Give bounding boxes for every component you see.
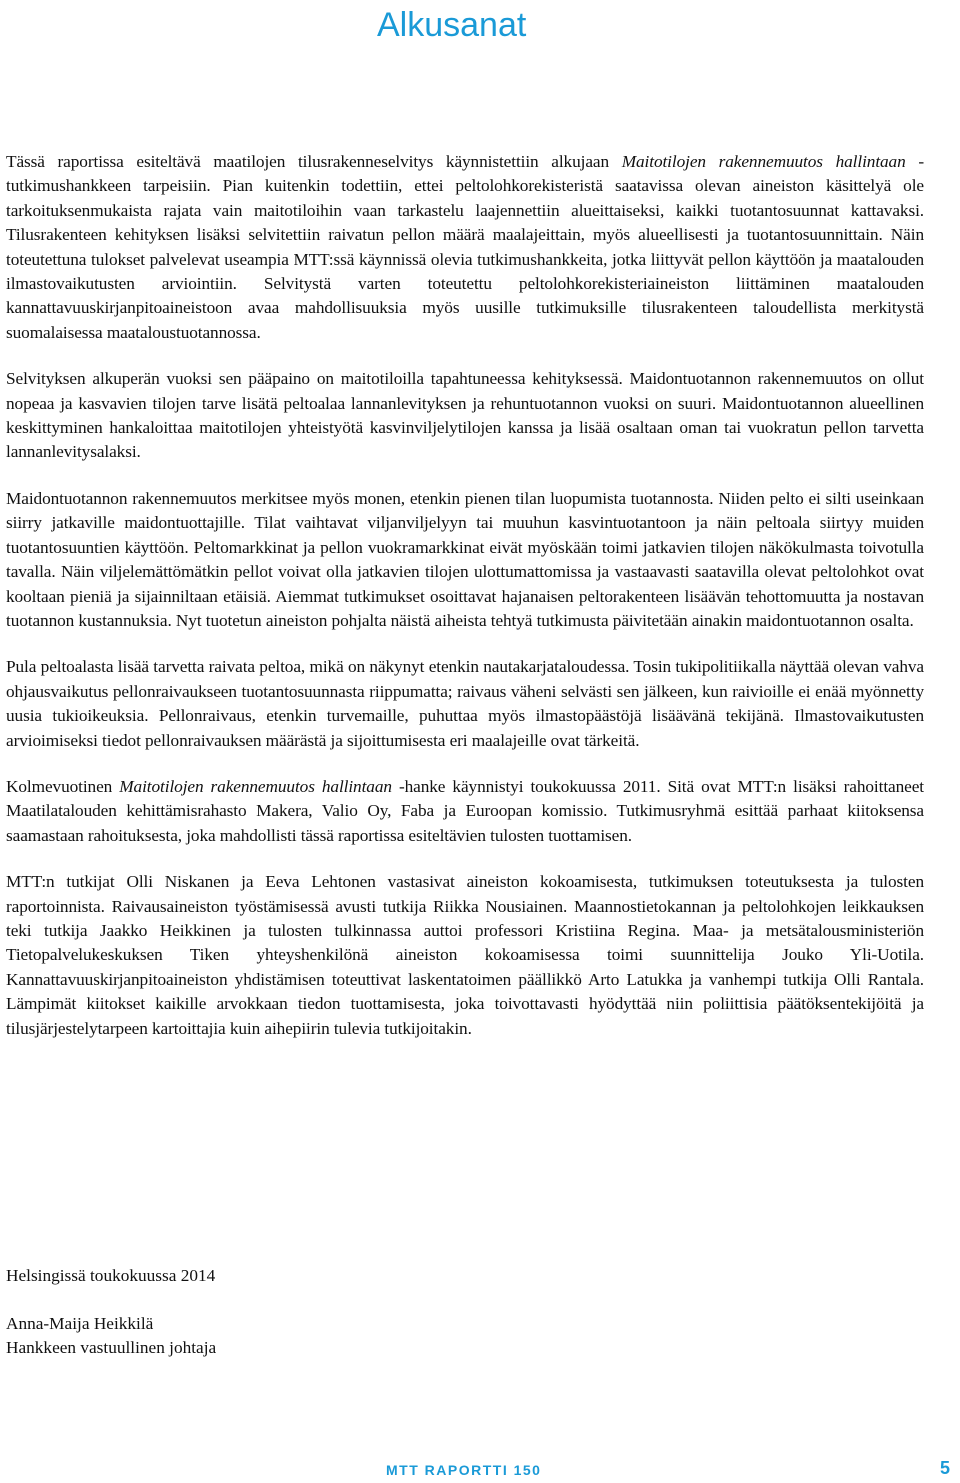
page-title: Alkusanat [377,6,527,44]
paragraph-text: MTT:n tutkijat Olli Niskanen ja Eeva Lehtonen vastasivat aineiston kokoamisesta, tutkimuksen toteutuksesta ja tulosten raportoinnista. Raivausaineiston työstämisessä avusti tutkija Riikka Nousiainen. Maannostietokannan ja peltolohkojen leikkauksen teki tutkija Jaakko Heikkinen ja tulosten tulkinnassa auttoi professori Kristiina Regina. Maa- ja metsätalousministeriön Tietopalvelukeskuksen Tiken yhteyshenkilönä aineiston kokoamisessa toimi suunnittelija Jouko Yli-Uotila. Kannattavuuskirjanpitoaineiston yhdistämisen toteuttivat laskentatoimen päällikkö Arto Latukka ja vanhempi tutkija Olli Rantala. Lämpimät kiitokset kaikille arvokkaan tiedon tuottamisesta, joka toivottavasti hyödyttää niin poliittisia päätöksentekijöitä ja tilusjärjestelytarpeen kartoittajia kuin aihepiirin tulevia tutkijoitakin. [6,872,924,1038]
place-date: Helsingissä toukokuussa 2014 [6,1266,216,1285]
paragraph-text: Kolmevuotinen [6,776,120,796]
paragraph [6,655,924,753]
paragraph-text: Pula peltoalasta lisää tarvetta raivata peltoa, mikä on näkynyt etenkin nautakarjataloudessa. Tosin tukipolitiikalla näyttää olevan vahva ohjausvaikutus pellonraivaukseen tuotantosuunnasta riippumatta; raivaus väheni selvästi sen jälkeen, kun raivioille ei enää myönnetty uusia tukioikeuksia. Pellonraivaus, etenkin turvemaille, puhuttaa myös ilmastopäästöjä lisäävänä tekijänä. Ilmastovaikutusten arvioimiseksi tiedot pellonraivauksen määrästä ja sijoittumisesta eri maalajeille ovat tärkeitä. [6,657,924,750]
project-name-italic: Maitotilojen rakennemuutos hallintaan [119,776,392,796]
body-text [6,150,924,1063]
footer-series-label: MTT RAPORTTI 150 [386,1462,542,1478]
paragraph-text: Tässä raportissa esiteltävä maatilojen tilusrakenneselvitys käynnistettiin alkujaan [6,152,622,171]
project-name-italic: Maitotilojen rakennemuutos hallintaan [621,152,906,171]
paragraph [6,775,924,848]
page-number: 5 [940,1458,951,1478]
paragraph-text: -hanke käynnistyi toukokuussa 2011. Sitä ovat MTT:n lisäksi rahoittaneet Maatilatalouden kehittämisrahasto Makera, Valio Oy, Faba ja Euroopan komissio. Tutkimusryhmä esittää parhaat kiitoksensa saamastaan rahoituksesta, joka mahdollisti tässä raportissa esiteltävien tulosten tuottamisen. [6,776,924,845]
paragraph-text: Selvityksen alkuperän vuoksi sen pääpaino on maitotiloilla tapahtuneessa kehityksessä. Maidontuotannon rakennemuutos on ollut nopeaa ja kasvavien tilojen tarve lisätä peltoalaa lannanlevityksen ja rehuntuotannon vuoksi on suuri. Maidontuotannon alueellinen keskittyminen hankaloittaa maitotilojen yhteistyötä kasvinviljelytilojen kanssa ja lisää osaltaan oman tai vuokratun pellon tarvetta lannanlevitysalaksi. [6,369,924,462]
paragraph-text: Maidontuotannon rakennemuutos merkitsee myös monen, etenkin pienen tilan luopumista tuotannosta. Niiden pelto ei silti useinkaan siirry jatkaville maidontuottajille. Tilat vaihtavat viljanviljelyyn tai muuhun kasvintuotantoon ja näin peltoala siirtyy muiden tuotantosuuntien käyttöön. Peltomarkkinat ja pellon vuokramarkkinat eivät myöskään toimi jatkavien tilojen näkökulmasta toivotulla tavalla. Näin viljelemättömätkin pellot voivat olla jatkavien tilojen ulottumattomissa ja vastaavasti saatavilla olevat peltolohkot ovat kooltaan pieniä ja sijainniltaan etäisiä. Aiemmat tutkimukset osoittavat hajanaisen peltorakenteen lisäävän tehottomuutta ja nostavan tuotannon kustannuksia. Nyt tuotetun aineiston pohjalta näistä aiheista tehtyä tutkimusta päivitetään ainakin maidontuotannon osalta. [6,488,924,630]
paragraph [6,870,924,1041]
author-role: Hankkeen vastuullinen johtaja [6,1338,217,1357]
author-name: Anna-Maija Heikkilä [6,1314,154,1333]
paragraph [6,487,924,633]
paragraph [6,367,924,465]
paragraph-text: -tutkimushankkeen tarpeisiin. Pian kuitenkin todettiin, ettei peltolohkorekisteristä saatavissa olevan aineiston käsittelyä ole tarkoituksenmukaista rajata vain maitotiloihin vaan tarkastelu laajennettiin alueittaiseksi, kaikki tuotantosuunnat kattavaksi. Tilusrakenteen kehityksen lisäksi selvitettiin raivatun pellon määrä maalajeittain, myös alueellisesti ja tuotantosuunnittain. Näin toteutettuna tulokset palvelevat useampia MTT:ssä käynnissä olevia tutkimushankkeita, jotka liittyvät pellon käyttöön ja maatalouden ilmastovaikutusten arviointiin. Selvitystä varten toteutettu peltolohkorekisteriaineiston liittäminen maatalouden kannattavuuskirjanpitoaineistoon avaa mahdollisuuksia myös uusille tutkimuksille tilusrakenteen taloudellista merkitystä suomalaisessa maataloustuotannossa. [6,152,924,342]
paragraph [6,150,924,345]
